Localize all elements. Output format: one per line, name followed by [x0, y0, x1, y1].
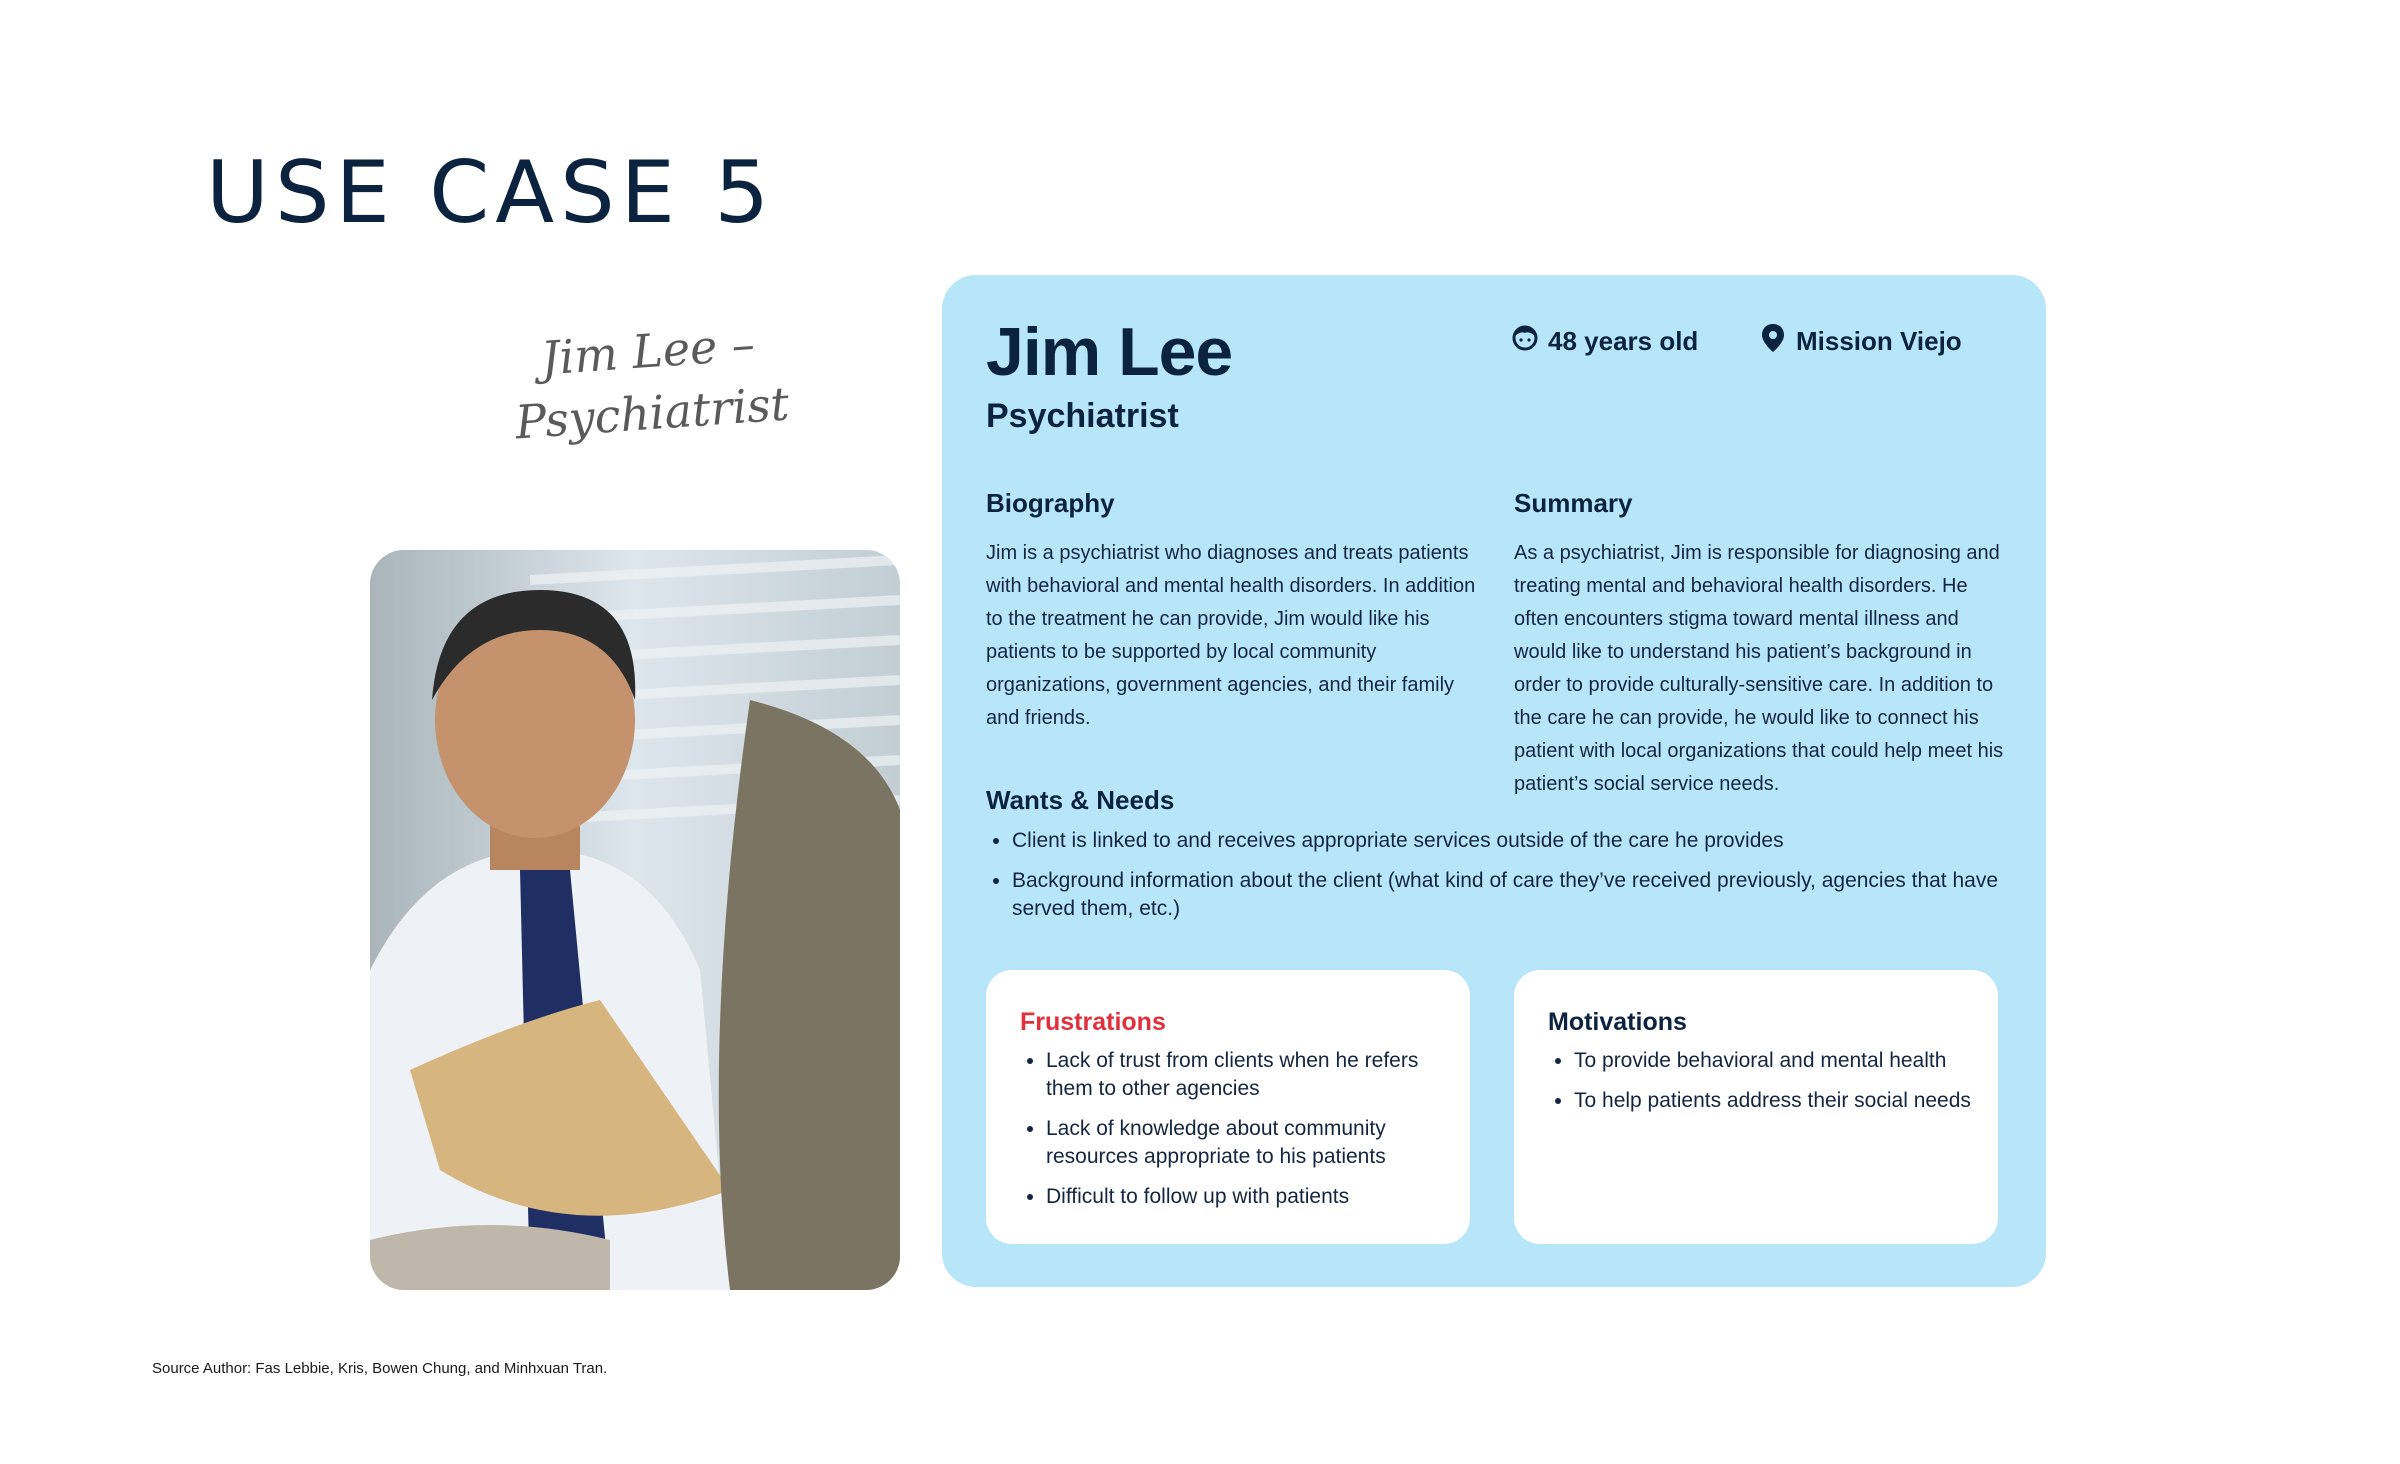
- source-credit: Source Author: Fas Lebbie, Kris, Bowen Chung, and Minhxuan Tran.: [152, 1360, 608, 1377]
- map-pin-icon: [1760, 323, 1786, 360]
- handwritten-caption-role: Psychiatrist: [513, 376, 791, 450]
- persona-card: [942, 275, 2046, 1287]
- persona-age-text: 48 years old: [1548, 326, 1699, 356]
- page-title: USE CASE 5: [206, 143, 776, 243]
- persona-role: Psychiatrist: [986, 397, 1179, 435]
- frustrations-heading: Frustrations: [1020, 1008, 1166, 1036]
- person-head-icon: [1512, 323, 1538, 360]
- handwritten-caption-name: Jim Lee –: [539, 316, 757, 386]
- list-item: • Client is linked to and receives appropriate services outside of the care he provides: [1012, 827, 2012, 855]
- persona-location-text: Mission Viejo: [1796, 326, 1962, 356]
- persona-name: Jim Lee: [986, 314, 1233, 390]
- motivations-heading: Motivations: [1548, 1008, 1687, 1036]
- list-item: • Lack of knowledge about community resources appropriate to his patients: [1046, 1115, 1466, 1171]
- summary-text: As a psychiatrist, Jim is responsible for diagnosing and treating mental and behavioral health disorders. He often encounters stigma toward mental illness and would like to understand his patient’s background in order to provide culturally-sensitive care. In addition to the care he can provide, he would like to connect his patient with local organizations that could help meet his patient’s social service needs.: [1514, 542, 2004, 795]
- biography-heading: Biography: [986, 488, 1115, 518]
- biography-text: Jim is a psychiatrist who diagnoses and treats patients with behavioral and mental health disorders. In addition to the treatment he can provide, Jim would like his patients to be supported by local community organizations, government agencies, and their family and friends.: [986, 542, 1476, 729]
- doctor-photo-illustration: [370, 550, 900, 1290]
- motivations-box: [1514, 970, 1998, 1244]
- list-item: • Lack of trust from clients when he refers them to other agencies: [1046, 1047, 1466, 1103]
- list-item: • Difficult to follow up with patients: [1046, 1183, 1466, 1211]
- motivations-list: [1548, 1047, 1994, 1127]
- frustrations-box: [986, 970, 1470, 1244]
- wants-needs-heading: Wants & Needs: [986, 785, 1175, 815]
- persona-photo: [370, 550, 900, 1290]
- handwritten-caption: [476, 308, 824, 455]
- list-item: • Background information about the client (what kind of care they’ve received previously, agencies that have served them, etc.): [1012, 867, 2012, 923]
- frustrations-list: [1020, 1047, 1466, 1223]
- persona-age: [1512, 323, 1698, 360]
- list-item: • To help patients address their social needs: [1574, 1087, 1994, 1115]
- list-item: • To provide behavioral and mental health: [1574, 1047, 1994, 1075]
- persona-location: [1760, 323, 1962, 360]
- summary-heading: Summary: [1514, 488, 1633, 518]
- wants-needs-list: [986, 827, 2012, 935]
